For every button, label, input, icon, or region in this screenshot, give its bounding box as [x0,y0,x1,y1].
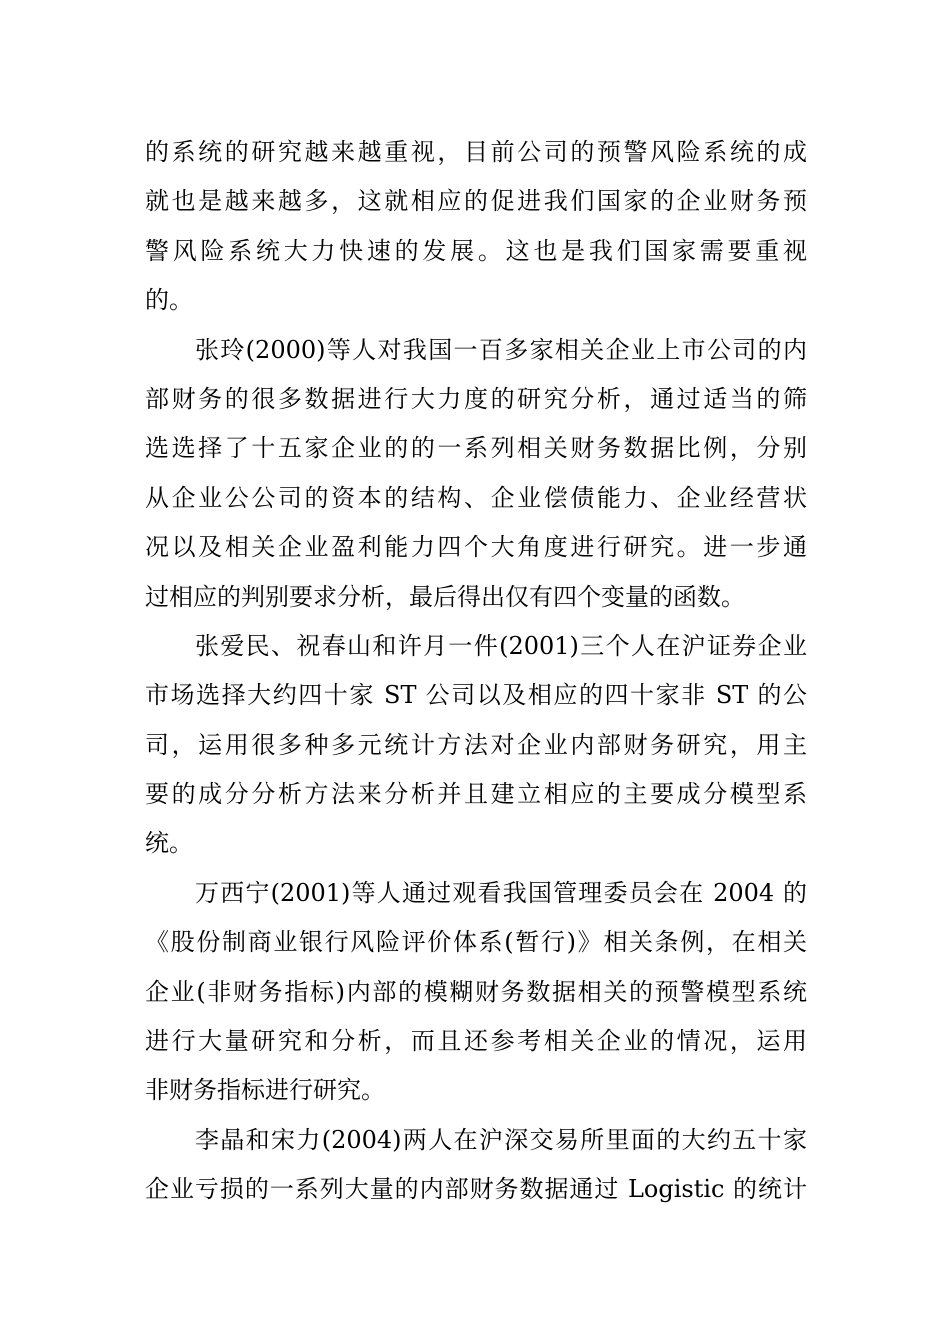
text-line: 张玲(2000)等人对我国一百多家相关企业上市公司的内 [195,335,807,364]
text-line: 市场选择大约四十家 ST 公司以及相应的四十家非 ST 的公 [145,681,807,710]
text-line: 过相应的判别要求分析，最后得出仅有四个变量的函数。 [145,582,745,611]
text-line: 从企业公公司的资本的结构、企业偿债能力、企业经营状 [145,483,807,512]
text-line: 万西宁(2001)等人通过观看我国管理委员会在 2004 的 [195,878,807,907]
text-line: 企业(非财务指标)内部的模糊财务数据相关的预警模型系统 [145,977,807,1006]
body-text [145,128,807,1215]
text-line: 部财务的很多数据进行大力度的研究分析，通过适当的筛 [145,384,807,413]
text-line: 李晶和宋力(2004)两人在沪深交易所里面的大约五十家 [195,1125,807,1154]
text-line: 警风险系统大力快速的发展。这也是我们国家需要重视 [145,236,807,265]
text-line: 《股份制商业银行风险评价体系(暂行)》相关条例，在相关 [145,928,807,957]
text-line: 要的成分分析方法来分析并且建立相应的主要成分模型系 [145,780,807,809]
text-line: 选选择了十五家企业的的一系列相关财务数据比例，分别 [145,434,807,463]
text-line: 司，运用很多种多元统计方法对企业内部财务研究，用主 [145,730,807,759]
text-line: 非财务指标进行研究。 [145,1076,385,1105]
text-line: 况以及相关企业盈利能力四个大角度进行研究。进一步通 [145,533,807,562]
text-line: 统。 [145,829,193,858]
text-line: 的系统的研究越来越重视，目前公司的预警风险系统的成 [145,138,807,166]
text-line: 就也是越来越多，这就相应的促进我们国家的企业财务预 [145,187,807,216]
text-line: 企业亏损的一系列大量的内部财务数据通过 Logistic 的统计 [145,1175,807,1204]
text-line: 张爱民、祝春山和许月一件(2001)三个人在沪证券企业 [195,631,807,660]
text-line: 进行大量研究和分析，而且还参考相关企业的情况，运用 [145,1027,807,1056]
text-line: 的。 [145,286,193,315]
